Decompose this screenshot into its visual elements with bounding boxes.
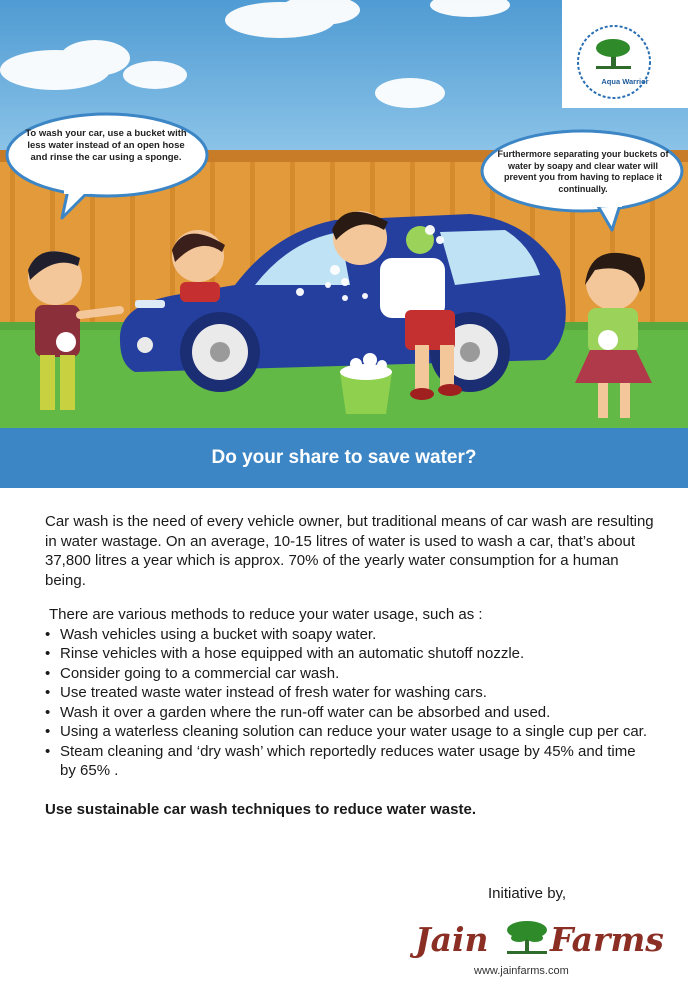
methods-list [45, 625, 655, 781]
hero-illustration [0, 0, 688, 488]
methods-heading: There are various methods to reduce your water usage, such as : [49, 606, 483, 623]
bubble-right-text: Furthermore separating your buckets of water by soapy and clear water will prevent you from having to replace it continually. [497, 149, 669, 194]
brand-word-left: Jain [415, 920, 489, 959]
tree-logo-icon [505, 918, 549, 958]
bubble-left-text: To wash your car, use a bucket with less water instead of an open hose and rinse the car using a sponge. [25, 128, 187, 163]
website-link[interactable]: www.jainfarms.com [474, 965, 569, 977]
list-item: • Use treated waste water instead of fresh water for washing cars. [45, 683, 655, 703]
brand-word-right: Farms [550, 920, 664, 959]
badge-label: Aqua Warrior [601, 77, 649, 86]
article-body [45, 512, 655, 819]
list-item: • Consider going to a commercial car wash. [45, 664, 655, 684]
list-item: • Rinse vehicles with a hose equipped with an automatic shutoff nozzle. [45, 644, 655, 664]
intro-paragraph: Car wash is the need of every vehicle owner, but traditional means of car wash are resulting in water wastage. On an average, 10-15 litres of water is used to wash a car, that’s about 37,800 litres a year which is approx. 70% of the yearly water consumption for a human being. [45, 513, 654, 589]
title-banner [0, 428, 688, 488]
list-item: • Using a waterless cleaning solution can reduce your water usage to a single cup per car. [45, 722, 655, 742]
list-item: • Steam cleaning and ‘dry wash’ which reportedly reduces water usage by 45% and time by 65% . [45, 742, 655, 781]
jain-farms-logo [415, 918, 664, 964]
list-item: • Wash it over a garden where the run-off water can be absorbed and used. [45, 703, 655, 723]
call-to-action: Use sustainable car wash techniques to reduce water waste. [45, 800, 476, 818]
initiative-label: Initiative by, [488, 885, 567, 902]
car-wash-scene [0, 0, 688, 488]
banner-title: Do your share to save water? [211, 447, 477, 468]
list-item: • Wash vehicles using a bucket with soapy water. [45, 625, 655, 645]
